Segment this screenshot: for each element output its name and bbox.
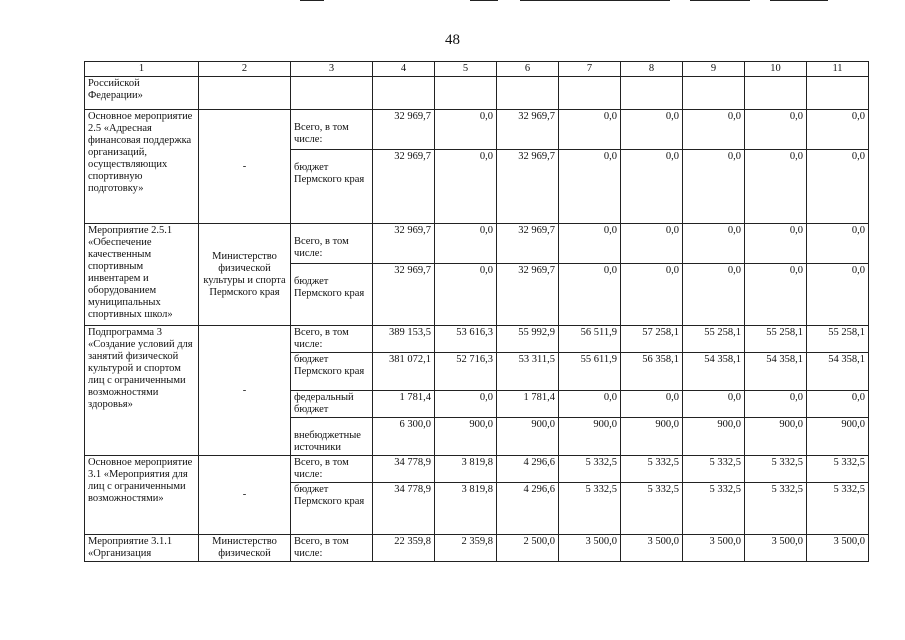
value-cell [497,77,559,110]
value-cell [435,77,497,110]
value-cell: 57 258,1 [621,326,683,353]
value-cell: 900,0 [683,418,745,456]
value-cell: 900,0 [559,418,621,456]
value-cell: 0,0 [559,110,621,150]
value-cell: 32 969,7 [497,264,559,326]
value-cell: 2 500,0 [497,535,559,562]
executor-cell: - [199,326,291,456]
header-cell: 2 [199,62,291,77]
header-cell: 11 [807,62,869,77]
value-cell: 0,0 [621,224,683,264]
value-cell: 6 300,0 [373,418,435,456]
header-cell: 4 [373,62,435,77]
value-cell: 3 500,0 [745,535,807,562]
value-cell: 55 258,1 [683,326,745,353]
value-cell: 55 611,9 [559,353,621,391]
value-cell [745,77,807,110]
source-cell: Всего, в том числе: [291,456,373,483]
value-cell: 0,0 [807,264,869,326]
value-cell: 0,0 [807,391,869,418]
top-rule [690,0,750,1]
value-cell: 0,0 [745,224,807,264]
executor-cell: Министерство физической [199,535,291,562]
value-cell: 0,0 [435,150,497,224]
executor-cell: Министерство физической культуры и спорта Пермского края [199,224,291,326]
value-cell: 5 332,5 [559,483,621,535]
value-cell: 0,0 [745,110,807,150]
value-cell [807,77,869,110]
value-cell: 34 778,9 [373,483,435,535]
value-cell: 5 332,5 [807,483,869,535]
value-cell: 34 778,9 [373,456,435,483]
source-cell [291,77,373,110]
value-cell: 5 332,5 [683,483,745,535]
value-cell: 0,0 [559,150,621,224]
top-rule [300,0,324,1]
value-cell: 0,0 [683,224,745,264]
value-cell: 0,0 [621,110,683,150]
value-cell: 0,0 [745,391,807,418]
value-cell: 0,0 [683,391,745,418]
table-row [85,77,869,110]
value-cell: 900,0 [621,418,683,456]
value-cell: 0,0 [621,391,683,418]
header-cell: 5 [435,62,497,77]
value-cell: 54 358,1 [807,353,869,391]
source-cell: Всего, в том числе: [291,326,373,353]
value-cell: 54 358,1 [683,353,745,391]
value-cell: 2 359,8 [435,535,497,562]
value-cell: 52 716,3 [435,353,497,391]
source-cell: бюджет Пермского края [291,353,373,391]
value-cell: 900,0 [745,418,807,456]
top-rule [470,0,498,1]
value-cell: 53 616,3 [435,326,497,353]
top-rule [520,0,670,1]
value-cell: 0,0 [435,110,497,150]
page-number: 48 [445,32,460,48]
value-cell: 3 500,0 [621,535,683,562]
value-cell: 55 992,9 [497,326,559,353]
source-cell: бюджет Пермского края [291,150,373,224]
budget-table [84,61,869,562]
value-cell: 54 358,1 [745,353,807,391]
value-cell: 0,0 [683,150,745,224]
value-cell [373,77,435,110]
value-cell: 1 781,4 [373,391,435,418]
source-cell: бюджет Пермского края [291,483,373,535]
table-row [85,110,869,150]
value-cell: 22 359,8 [373,535,435,562]
value-cell: 5 332,5 [807,456,869,483]
executor-cell [199,77,291,110]
source-cell: Всего, в том числе: [291,535,373,562]
source-cell: федеральный бюджет [291,391,373,418]
value-cell: 0,0 [435,264,497,326]
value-cell: 0,0 [435,224,497,264]
value-cell: 0,0 [621,150,683,224]
value-cell: 5 332,5 [621,456,683,483]
value-cell: 32 969,7 [497,150,559,224]
header-cell: 7 [559,62,621,77]
value-cell: 32 969,7 [373,110,435,150]
value-cell: 0,0 [807,150,869,224]
value-cell: 5 332,5 [621,483,683,535]
program-name-cell: Мероприятие 3.1.1 «Организация [85,535,199,562]
value-cell: 53 311,5 [497,353,559,391]
header-cell: 10 [745,62,807,77]
value-cell: 389 153,5 [373,326,435,353]
header-row [85,62,869,77]
value-cell: 32 969,7 [497,110,559,150]
header-cell: 8 [621,62,683,77]
value-cell: 3 500,0 [559,535,621,562]
value-cell: 56 358,1 [621,353,683,391]
header-cell: 1 [85,62,199,77]
value-cell: 0,0 [745,150,807,224]
value-cell: 381 072,1 [373,353,435,391]
value-cell: 4 296,6 [497,456,559,483]
header-cell: 3 [291,62,373,77]
value-cell: 32 969,7 [373,150,435,224]
value-cell: 32 969,7 [497,224,559,264]
value-cell: 5 332,5 [745,483,807,535]
source-cell: Всего, в том числе: [291,224,373,264]
value-cell: 0,0 [435,391,497,418]
value-cell: 4 296,6 [497,483,559,535]
value-cell: 0,0 [683,264,745,326]
header-cell: 6 [497,62,559,77]
value-cell [683,77,745,110]
value-cell: 0,0 [807,110,869,150]
value-cell: 0,0 [559,391,621,418]
value-cell: 5 332,5 [683,456,745,483]
table-row [85,456,869,483]
value-cell: 55 258,1 [745,326,807,353]
top-rule [770,0,828,1]
value-cell [559,77,621,110]
table-row [85,535,869,562]
value-cell: 900,0 [497,418,559,456]
value-cell: 5 332,5 [559,456,621,483]
value-cell: 55 258,1 [807,326,869,353]
value-cell: 1 781,4 [497,391,559,418]
program-name-cell: Основное мероприятие 3.1 «Мероприятия для лиц с ограниченными возможностями» [85,456,199,535]
value-cell: 56 511,9 [559,326,621,353]
value-cell: 5 332,5 [745,456,807,483]
value-cell: 0,0 [683,110,745,150]
value-cell: 0,0 [745,264,807,326]
program-name-cell: Российской Федерации» [85,77,199,110]
value-cell [621,77,683,110]
source-cell: внебюджетные источники [291,418,373,456]
value-cell: 0,0 [807,224,869,264]
program-name-cell: Подпрограмма 3 «Создание условий для занятий физической культурой и спортом лиц с ограниченными возможностями здоровья» [85,326,199,456]
value-cell: 3 819,8 [435,483,497,535]
executor-cell: - [199,110,291,224]
value-cell: 3 819,8 [435,456,497,483]
header-cell: 9 [683,62,745,77]
program-name-cell: Основное мероприятие 2.5 «Адресная финансовая поддержка организаций, осуществляющих спортивную подготовку» [85,110,199,224]
program-name-cell: Мероприятие 2.5.1 «Обеспечение качественным спортивным инвентарем и оборудованием муниципальных спортивных школ» [85,224,199,326]
value-cell: 0,0 [559,264,621,326]
source-cell: бюджет Пермского края [291,264,373,326]
value-cell: 32 969,7 [373,264,435,326]
value-cell: 32 969,7 [373,224,435,264]
value-cell: 3 500,0 [683,535,745,562]
source-cell: Всего, в том числе: [291,110,373,150]
value-cell: 900,0 [807,418,869,456]
value-cell: 0,0 [621,264,683,326]
value-cell: 3 500,0 [807,535,869,562]
value-cell: 900,0 [435,418,497,456]
value-cell: 0,0 [559,224,621,264]
table-row [85,224,869,264]
table-row [85,326,869,353]
executor-cell: - [199,456,291,535]
